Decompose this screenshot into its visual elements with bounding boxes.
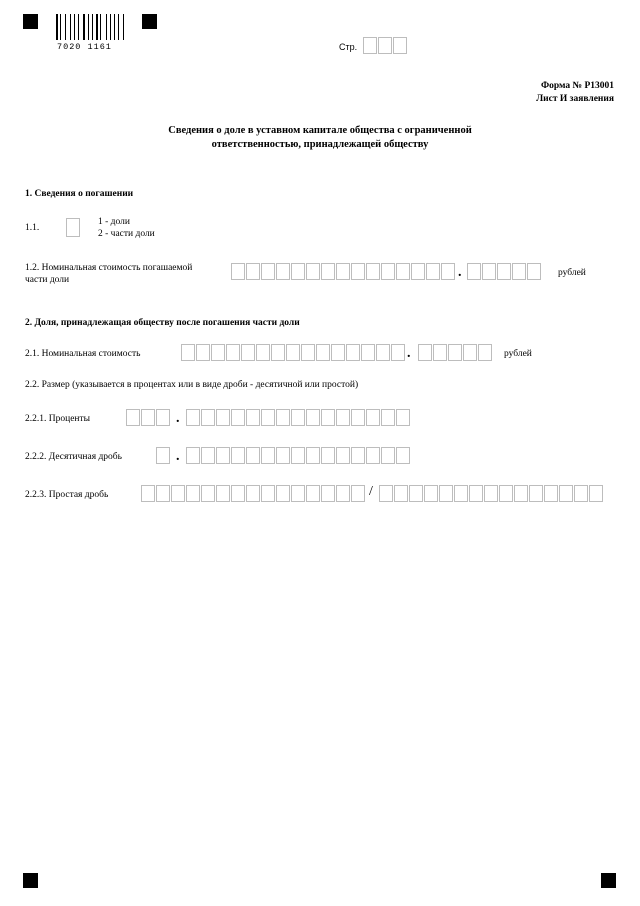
input-cell[interactable] <box>261 447 275 464</box>
input-cell[interactable] <box>141 409 155 426</box>
input-cell[interactable] <box>381 447 395 464</box>
input-cell[interactable] <box>291 447 305 464</box>
item-1-1-label: 1.1. <box>25 223 40 233</box>
item-1-2-label-line1: 1.2. Номинальная стоимость погашаемой <box>25 263 193 273</box>
item-1-2-kopecks-cells[interactable] <box>467 263 542 280</box>
input-cell[interactable] <box>366 409 380 426</box>
input-cell[interactable] <box>261 409 275 426</box>
input-cell[interactable] <box>396 263 410 280</box>
item-1-1-option2: 2 - части доли <box>98 229 155 239</box>
corner-marker-bottom-right <box>601 873 616 888</box>
input-cell[interactable] <box>276 485 290 502</box>
item-1-2-label-line2: части доли <box>25 275 70 285</box>
input-cell[interactable] <box>512 263 526 280</box>
item-2-2-label: 2.2. Размер (указывается в процентах или в виде дроби - десятичной или простой) <box>25 380 359 390</box>
input-cell[interactable] <box>201 409 215 426</box>
input-cell[interactable] <box>306 447 320 464</box>
input-cell[interactable] <box>126 409 140 426</box>
input-cell[interactable] <box>276 263 290 280</box>
input-cell[interactable] <box>336 447 350 464</box>
input-cell[interactable] <box>246 485 260 502</box>
input-cell[interactable] <box>321 409 335 426</box>
input-cell[interactable] <box>246 409 260 426</box>
input-cell[interactable] <box>186 485 200 502</box>
input-cell[interactable] <box>439 485 453 502</box>
input-cell[interactable] <box>276 409 290 426</box>
input-cell[interactable] <box>393 37 407 54</box>
barcode-number: 7020 1161 <box>57 42 112 52</box>
item-2-2-3-denominator-cells[interactable] <box>379 485 604 502</box>
input-cell[interactable] <box>363 37 377 54</box>
item-2-1-unit: рублей <box>504 349 532 359</box>
input-cell[interactable] <box>211 344 225 361</box>
input-cell[interactable] <box>351 409 365 426</box>
input-cell[interactable] <box>424 485 438 502</box>
item-1-2-rubles-cells[interactable] <box>231 263 456 280</box>
input-cell[interactable] <box>216 447 230 464</box>
form-number: Форма № Р13001 <box>540 81 614 91</box>
input-cell[interactable] <box>321 263 335 280</box>
input-cell[interactable] <box>381 409 395 426</box>
input-cell[interactable] <box>321 485 335 502</box>
input-cell[interactable] <box>336 485 350 502</box>
input-cell[interactable] <box>394 485 408 502</box>
input-cell[interactable] <box>276 447 290 464</box>
input-cell[interactable] <box>366 447 380 464</box>
input-cell[interactable] <box>186 447 200 464</box>
input-cell[interactable] <box>241 344 255 361</box>
input-cell[interactable] <box>484 485 498 502</box>
input-cell[interactable] <box>156 485 170 502</box>
item-2-2-1-integer-cells[interactable] <box>126 409 171 426</box>
input-cell[interactable] <box>301 344 315 361</box>
input-cell[interactable] <box>291 263 305 280</box>
input-cell[interactable] <box>306 409 320 426</box>
input-cell[interactable] <box>396 409 410 426</box>
input-cell[interactable] <box>529 485 543 502</box>
item-2-2-2-fraction-cells[interactable] <box>186 447 411 464</box>
input-cell[interactable] <box>186 409 200 426</box>
corner-marker-bottom-left <box>23 873 38 888</box>
input-cell[interactable] <box>351 447 365 464</box>
item-2-2-3-label: 2.2.3. Простая дробь <box>25 490 109 500</box>
input-cell[interactable] <box>396 447 410 464</box>
input-cell[interactable] <box>201 485 215 502</box>
input-cell[interactable] <box>426 263 440 280</box>
input-cell[interactable] <box>391 344 405 361</box>
input-cell[interactable] <box>378 37 392 54</box>
input-cell[interactable] <box>336 263 350 280</box>
input-cell[interactable] <box>454 485 468 502</box>
input-cell[interactable] <box>291 485 305 502</box>
page-number-cells[interactable] <box>363 37 408 54</box>
corner-marker-top-left <box>23 14 38 29</box>
input-cell[interactable] <box>181 344 195 361</box>
input-cell[interactable] <box>306 263 320 280</box>
input-cell[interactable] <box>226 344 240 361</box>
input-cell[interactable] <box>376 344 390 361</box>
section2-heading: 2. Доля, принадлежащая обществу после погашения части доли <box>25 318 300 328</box>
item-1-1-option1: 1 - доли <box>98 217 130 227</box>
item-2-1-label: 2.1. Номинальная стоимость <box>25 349 141 359</box>
item-2-2-1-fraction-cells[interactable] <box>186 409 411 426</box>
input-cell[interactable] <box>418 344 432 361</box>
input-cell[interactable] <box>482 263 496 280</box>
input-cell[interactable] <box>559 485 573 502</box>
input-cell[interactable] <box>336 409 350 426</box>
item-2-1-rubles-cells[interactable] <box>181 344 406 361</box>
input-cell[interactable] <box>351 263 365 280</box>
input-cell[interactable] <box>478 344 492 361</box>
input-cell[interactable] <box>331 344 345 361</box>
input-cell[interactable] <box>321 447 335 464</box>
input-cell[interactable] <box>171 485 185 502</box>
input-cell[interactable] <box>544 485 558 502</box>
input-cell[interactable] <box>441 263 455 280</box>
barcode <box>56 14 128 40</box>
input-cell[interactable] <box>574 485 588 502</box>
input-cell[interactable] <box>366 263 380 280</box>
input-cell[interactable] <box>316 344 330 361</box>
input-cell[interactable] <box>271 344 285 361</box>
input-cell[interactable] <box>467 263 481 280</box>
item-2-1-kopecks-cells[interactable] <box>418 344 493 361</box>
input-cell[interactable] <box>256 344 270 361</box>
input-cell[interactable] <box>156 409 170 426</box>
item-2-2-2-integer-cells[interactable] <box>156 447 171 464</box>
input-cell[interactable] <box>246 447 260 464</box>
input-cell[interactable] <box>448 344 462 361</box>
page-title-line2: ответственностью, принадлежащей обществу <box>211 139 429 150</box>
input-cell[interactable] <box>216 409 230 426</box>
input-cell[interactable] <box>433 344 447 361</box>
input-cell[interactable] <box>246 263 260 280</box>
input-cell[interactable] <box>261 485 275 502</box>
corner-marker-top-right <box>142 14 157 29</box>
input-cell[interactable] <box>361 344 375 361</box>
page-title-line1: Сведения о доле в уставном капитале общества с ограниченной <box>168 125 472 136</box>
item-2-2-3-fraction-slash: / <box>369 484 373 499</box>
input-cell[interactable] <box>66 218 80 237</box>
input-cell[interactable] <box>469 485 483 502</box>
input-cell[interactable] <box>196 344 210 361</box>
input-cell[interactable] <box>231 485 245 502</box>
input-cell[interactable] <box>231 447 245 464</box>
item-2-2-1-label: 2.2.1. Проценты <box>25 414 91 424</box>
item-1-1-cell[interactable] <box>66 218 81 237</box>
input-cell[interactable] <box>261 263 275 280</box>
input-cell[interactable] <box>141 485 155 502</box>
input-cell[interactable] <box>589 485 603 502</box>
sheet-label: Лист И заявления <box>536 94 614 104</box>
input-cell[interactable] <box>463 344 477 361</box>
item-1-2-decimal-point: . <box>458 265 462 280</box>
item-2-2-1-decimal-point: . <box>176 411 180 426</box>
input-cell[interactable] <box>499 485 513 502</box>
item-2-1-decimal-point: . <box>407 346 411 361</box>
item-2-2-2-label: 2.2.2. Десятичная дробь <box>25 452 122 462</box>
input-cell[interactable] <box>527 263 541 280</box>
input-cell[interactable] <box>411 263 425 280</box>
input-cell[interactable] <box>291 409 305 426</box>
input-cell[interactable] <box>379 485 393 502</box>
input-cell[interactable] <box>201 447 215 464</box>
input-cell[interactable] <box>231 409 245 426</box>
input-cell[interactable] <box>381 263 395 280</box>
input-cell[interactable] <box>306 485 320 502</box>
input-cell[interactable] <box>216 485 230 502</box>
input-cell[interactable] <box>514 485 528 502</box>
input-cell[interactable] <box>231 263 245 280</box>
input-cell[interactable] <box>286 344 300 361</box>
item-2-2-2-decimal-point: . <box>176 449 180 464</box>
input-cell[interactable] <box>351 485 365 502</box>
item-2-2-3-numerator-cells[interactable] <box>141 485 366 502</box>
input-cell[interactable] <box>346 344 360 361</box>
item-1-2-unit: рублей <box>558 268 586 278</box>
input-cell[interactable] <box>409 485 423 502</box>
page-label: Стр. <box>339 42 358 52</box>
input-cell[interactable] <box>497 263 511 280</box>
section1-heading: 1. Сведения о погашении <box>25 189 134 199</box>
input-cell[interactable] <box>156 447 170 464</box>
